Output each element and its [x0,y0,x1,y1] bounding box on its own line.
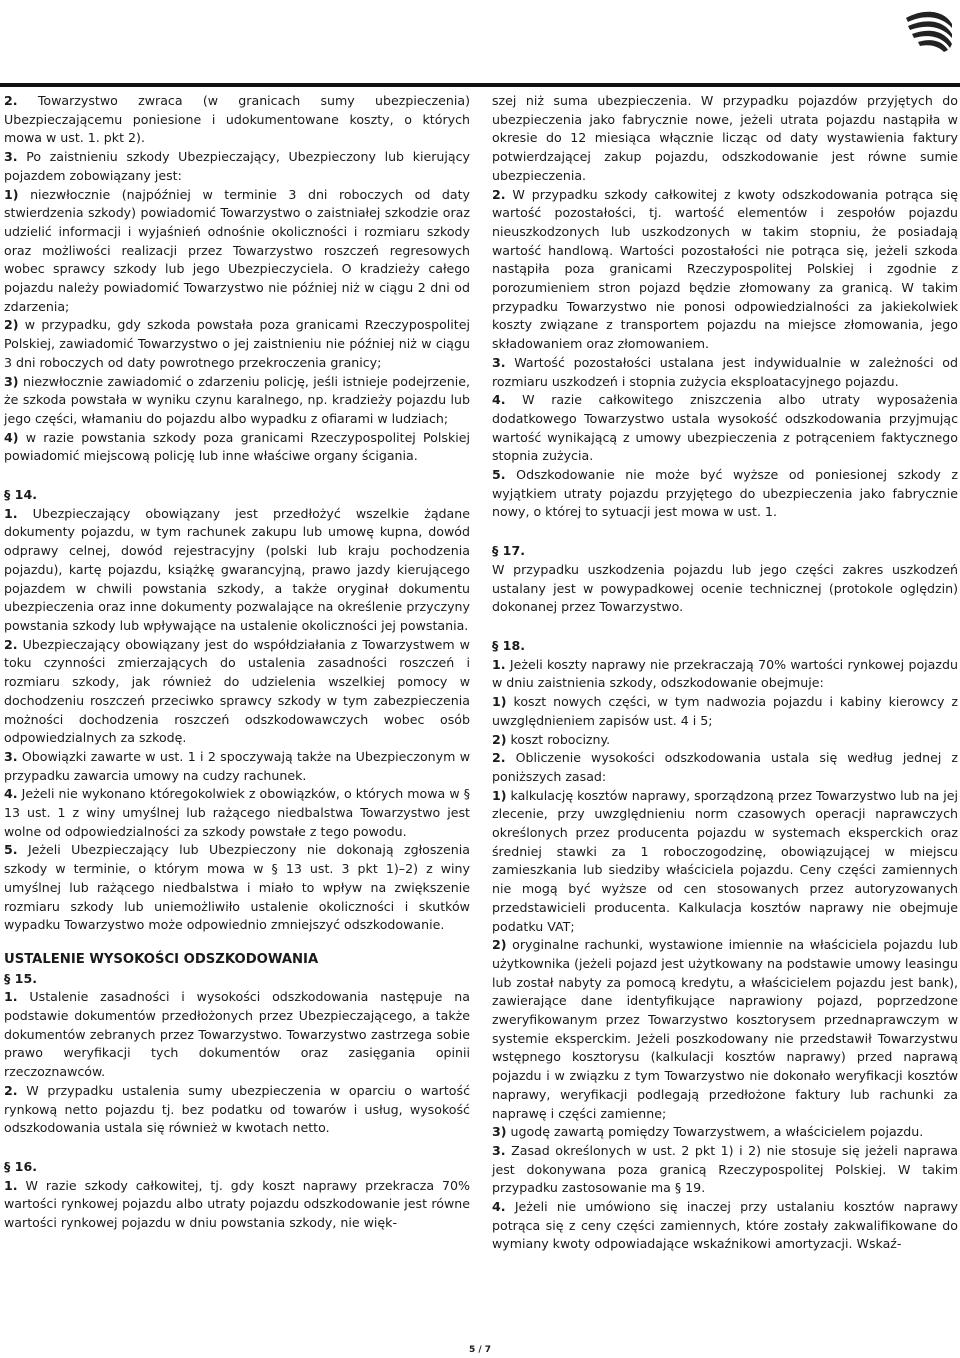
header-rule [0,83,960,87]
paragraph: 4. Jeżeli nie umówiono się inaczej przy ustalaniu kosztów naprawy potrąca się z ceny części zamiennych, które zostały zakwalifikowane do wymiany kwoty odpowiadające wskaźnikowi amortyzacji. Wskaź- [492,1199,958,1252]
list-item: 1) niezwłocznie (najpóźniej w terminie 3 dni roboczych od daty stwierdzenia szkody) powiadomić Towarzystwo o zaistniałej szkodzie oraz udzielić informacji i wyjaśnień odnośnie okoliczności i rozmiaru szkody oraz możliwości realizacji przez Towarzystwo roszczeń regresowych wobec sprawcy szkody lub jego Ubezpieczyciela. O kradzieży całego pojazdu należy powiadomić Towarzystwo nie później niż w ciągu 2 dni od zdarzenia; [4,186,470,314]
paragraph: 3. Po zaistnieniu szkody Ubezpieczający, Ubezpieczony lub kierujący pojazdem zobowiązany jest: [4,149,470,183]
paragraph: 4. W razie całkowitego zniszczenia albo utraty wyposażenia dodatkowego Towarzystwo ustala wysokość odszkodowania przyjmując wartość wynikającą z umowy ubezpieczenia z potrąceniem faktycznego stopnia zużycia. [492,392,958,464]
page-number: 5 / 7 [468,1345,492,1355]
left-column [4,92,470,1233]
paragraph: szej niż suma ubezpieczenia. W przypadku pojazdów przyjętych do ubezpieczenia jako fabrycznie nowe, jeżeli utrata pojazdu nastąpiła w okresie do 12 miesiąca włącznie licząc od daty wystawienia faktury potwierdzającej zakup pojazdu, odszkodowanie jest równe sumie ubezpieczenia. [492,93,958,183]
paragraph: 5. Odszkodowanie nie może być wyższe od poniesionej szkody z wyjątkiem utraty pojazdu przyjętego do ubezpieczenia jako fabrycznie nowy, o której to sytuacji jest mowa w ust. 1. [492,467,958,520]
paragraph: 2. Ubezpieczający obowiązany jest do współdziałania z Towarzystwem w toku czynności zmierzających do ustalenia zasadności roszczeń i rozmiaru szkody, jak również do udzielenia wszelkiej pomocy w dochodzeniu roszczeń przeciwko sprawcy szkody w tym zabezpieczenia możności dochodzenia roszczeń odszkodowawczych wobec osób odpowiedzialnych za szkodę. [4,636,470,746]
list-item: 3) ugodę zawartą pomiędzy Towarzystwem, a właścicielem pojazdu. [492,1124,924,1140]
paragraph: 3. Zasad określonych w ust. 2 pkt 1) i 2) nie stosuje się jeżeli naprawa jest dokonywana poza granicą Rzeczypospolitej Polskiej. W takim przypadku zastosowanie ma § 19. [492,1142,958,1196]
wing-logo-icon [904,4,954,54]
paragraph: 3. Obowiązki zawarte w ust. 1 i 2 spoczywają także na Ubezpieczonym w przypadku zawarcia umowy na cudzy rachunek. [4,748,470,783]
right-column [492,92,958,1254]
paragraph: 1. Ustalenie zasadności i wysokości odszkodowania następuje na podstawie dokumentów przedłożonych przez Ubezpieczającego, a także dokumentów zebranych przez Towarzystwo. Towarzystwo zastrzega sobie prawo weryfikacji tych dokumentów oraz zasięgania opinii rzeczoznawców. [4,989,470,1080]
list-item: 1) kalkulację kosztów naprawy, sporządzoną przez Towarzystwo lub na jej zlecenie, przy uwzględnieniu norm czasowych operacji naprawczych określonych przez producenta pojazdu w systemach eksperckich oraz średniej stawki za 1 roboczogodzinę, obowiązującej w miejscu zamieszkania lub siedziby właściciela pojazdu. Ceny części zamiennych nie mogą być wyższe od cen stosowanych przez autoryzowanych przedstawicieli producenta. Kalkulacja kosztów naprawy nie obejmuje podatku VAT; [492,787,958,934]
paragraph: 2. W przypadku szkody całkowitej z kwoty odszkodowania potrąca się wartość pozostałości, tj. wartość elementów i zespołów pojazdu nieuszkodzonych lub uszkodzonych w takim stopniu, że posiadają wartość handlową. Wartości pozostałości nie potrąca się, jeżeli szkoda nastąpiła poza granicami Rzeczypospolitej Polskiej i zgodnie z porozumieniem stron pojazd będzie złomowany za granicą. W takim przypadku Towarzystwo nie ponosi odpowiedzialności za jakiekolwiek koszty związane z transportem pojazdu na miejsce złomowania, jego składowaniem oraz złomowaniem. [492,186,959,352]
paragraph: 5. Jeżeli Ubezpieczający lub Ubezpieczony nie dokonają zgłoszenia szkody w terminie, o którym mowa w § 13 ust. 3 pkt 1)–2) z winy umyślnej lub rażącego niedbalstwa i miało to wpływ na zwiększenie rozmiaru szkody lub uniemożliwiło ustalenie okoliczności i skutków wypadku Towarzystwo może odpowiednio zmniejszyć odszkodowanie. [4,842,470,933]
paragraph: 1. Ubezpieczający obowiązany jest przedłożyć wszelkie żądane dokumenty pojazdu, w tym rachunek zakupu lub umowę kupna, dowód odprawy celnej, dowód rejestracyjny (polski lub kraju pochodzenia pojazdu), kartę pojazdu, książkę gwarancyjną, prawo jazdy kierującego pojazdem w chwili powstania szkody, a także oryginał dokumentu ubezpieczenia oraz inne dokumenty pozwalające na określenie przyczyny powstania szkody lub wpływające na ustalenie okoliczności jej powstania. [4,505,470,633]
section-heading: USTALENIE WYSOKOŚCI ODSZKODOWANIA [4,951,319,967]
list-item: 1) koszt nowych części, w tym nadwozia pojazdu i kabiny kierowcy z uwzględnieniem zapisów ust. 4 i 5; [492,694,958,728]
list-item: 2) koszt robocizny. [492,731,611,747]
paragraph: 2. Towarzystwo zwraca (w granicach sumy ubezpieczenia) Ubezpieczającemu poniesione i udokumentowane koszty, o których mowa w ust. 1. pkt 2). [4,93,470,146]
list-item: 3) niezwłocznie zawiadomić o zdarzeniu policję, jeśli istnieje podejrzenie, że szkoda powstała w wyniku czynu karalnego, np. kradzieży pojazdu lub jego części, włamaniu do pojazdu albo wypadku z ofiarami w ludziach; [4,373,470,426]
paragraph: 1. Jeżeli koszty naprawy nie przekraczają 70% wartości rynkowej pojazdu w dniu zaistnienia szkody, odszkodowanie obejmuje: [492,656,958,691]
section-18-title: § 18. [492,637,525,653]
list-item: 2) w przypadku, gdy szkoda powstała poza granicami Rzeczypospolitej Polskiej, zawiadomić Towarzystwo o jej zaistnieniu nie później niż w ciągu 3 dni roboczych od daty powrotnego przekroczenia granicy; [4,317,470,370]
section-15-title: § 15. [4,970,37,986]
paragraph: 1. W razie szkody całkowitej, tj. gdy koszt naprawy przekracza 70% wartości rynkowej pojazdu albo utraty pojazdu odszkodowanie jest równe wartości rynkowej pojazdu w dniu powstania szkody, nie więk- [4,1177,470,1231]
paragraph: 2. W przypadku ustalenia sumy ubezpieczenia w oparciu o wartość rynkową netto pojazdu tj. bez podatku od towarów i usług, wysokość odszkodowania ustala się również w kwotach netto. [4,1082,470,1136]
paragraph: 4. Jeżeli nie wykonano któregokolwiek z obowiązków, o których mowa w § 13 ust. 1 z winy umyślnej lub rażącego niedbalstwa Towarzystwo jest wolne od odpowiedzialności za szkody powstałe z tego powodu. [4,786,470,839]
section-14-title: § 14. [4,487,37,503]
paragraph: W przypadku uszkodzenia pojazdu lub jego części zakres uszkodzeń ustalany jest w powypadkowej ocenie technicznej (protokole oględzin) dokonanej przez Towarzystwo. [492,561,958,615]
section-16-title: § 16. [4,1158,37,1174]
list-item: 4) w razie powstania szkody poza granicami Rzeczypospolitej Polskiej powiadomić miejscową policję lub inne właściwe organy ścigania. [4,429,470,464]
list-item: 2) oryginalne rachunki, wystawione imiennie na właściciela pojazdu lub użytkownika (jeżeli pojazd jest użytkowany na podstawie umowy leasingu lub został nabyty za pomocą kredytu, a właścicielem pojazdu jest bank), zawierające dane identyfikujące naprawiony pojazd, poprzedzone zweryfikowanym przez Towarzystwo kosztorysem przednaprawczym w systemie eksperckim. Jeżeli poszkodowany nie przedstawił Towarzystwu wstępnego kosztorysu (kalkulacji kosztów naprawy) przed naprawą pojazdu i w związku z tym Towarzystwo nie dokonało weryfikacji kosztów naprawy, weryfikacji podlegają przedłożone faktury lub rachunki za naprawę i części zamienne; [492,937,958,1121]
paragraph: 2. Obliczenie wysokości odszkodowania ustala się według jednej z poniższych zasad: [492,750,958,784]
paragraph: 3. Wartość pozostałości ustalana jest indywidualnie w zależności od rozmiaru uszkodzeń i stopnia zużycia eksploatacyjnego pojazdu. [492,354,958,389]
section-17-title: § 17. [492,543,525,559]
